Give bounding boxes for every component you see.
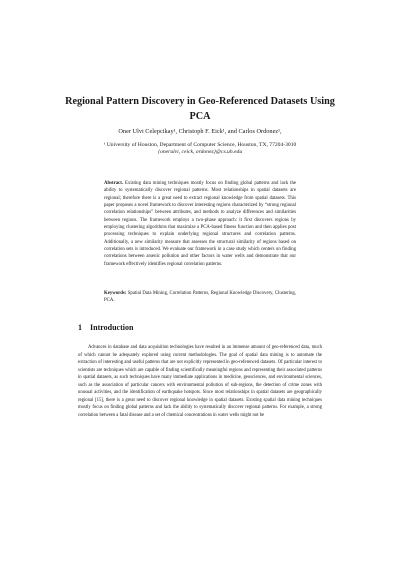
- affiliation-text: ¹ University of Houston, Department of Computer Science, Houston, TX, 77204-3010: [103, 142, 297, 148]
- section-heading: [78, 323, 133, 333]
- introduction-body: Advances in database and data acquisition technologies have resulted in an immense amount of geo-referenced data, much of which cannot be adequately explored using current methodologies. The goal of spatial data mining is to automate the extraction of interesting and useful patterns that are not explicitly represented in geo-referenced datasets. Of particular interest to scientists are techniques which are capable of finding scientifically meaningful regions and representing their associated patterns in spatial datasets, as such techniques have many immediate applications in medicine, geosciences, and environmental sciences, such as the association of particular cancers with environmental pollution of sub-regions, the detection of crime zones with unusual activities, and the identification of earthquake hotspots. Since most relationships in spatial datasets are geographically regional [15], there is a great need to discover regional knowledge in spatial datasets. Existing spatial data mining techniques mostly focus on finding global patterns and lack the ability to systematically discover regional patterns. For example, a strong correlation between a fatal disease and a set of chemical concentrations in water wells might not be: [78, 345, 322, 418]
- abstract: [104, 180, 296, 268]
- affiliation: [40, 142, 360, 156]
- abstract-label: Abstract.: [104, 181, 124, 186]
- abstract-text: Existing data mining techniques mostly focus on finding global patterns and lack the ability to systematically discover regional patterns. Most relationships in spatial datasets are regional; therefore there is a great need to extract regional knowledge from spatial datasets. This paper proposes a novel framework to discover interesting regions characterized by “strong regional correlation relationships” between attributes, and methods to analyze differences and similarities between regions. The framework employs a two-phase approach: it first discovers regions by employing clustering algorithms that maximize a PCA-based fitness function and then applies post processing techniques to explain underlying regional structures and correlation patterns. Additionally, a new similarity measure that assesses the structural similarity of regions based on correlation sets is introduced. We evaluate our framework in a case study which centers on finding correlations between arsenic pollution and other factors in water wells and demonstrate that our framework effectively identifies regional correlation patterns.: [104, 181, 297, 267]
- section-title: Introduction: [90, 323, 134, 332]
- author-list: Oner Ulvi Celepcikay¹, Christoph F. Eick¹, and Carlos Ordonez¹,: [118, 128, 282, 135]
- keywords-text: Spatial Data Mining, Correlation Patterns, Regional Knowledge Discovery, Clustering, PCA.: [104, 291, 297, 304]
- keywords: [104, 290, 296, 305]
- author-emails: {onerulvi, ceick, ordonez}@cs.uh.edu: [157, 149, 243, 155]
- section-number: 1: [78, 323, 82, 332]
- keywords-label: Keywords:: [104, 291, 127, 296]
- paper-title: Regional Pattern Discovery in Geo-Referenced Datasets Using PCA: [65, 96, 335, 122]
